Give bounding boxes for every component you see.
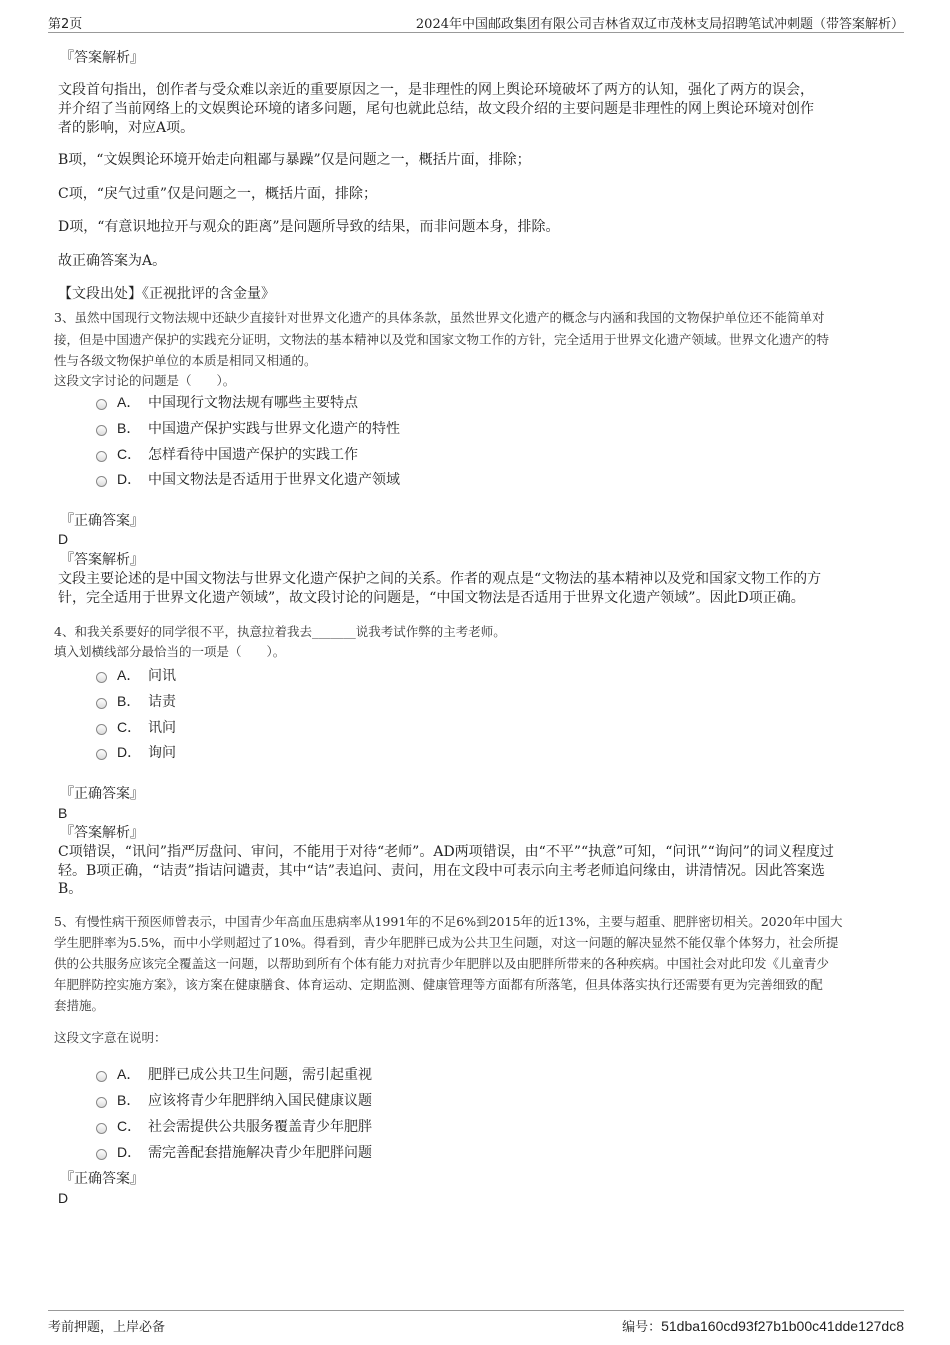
q2-option-d-analysis: D项，“有意识地拉开与观众的距离”是问题所导致的结果，而非问题本身，排除。 (58, 219, 560, 235)
radio-icon[interactable] (96, 724, 107, 735)
radio-icon[interactable] (96, 1071, 107, 1082)
q2-analysis-line: 文段首句指出，创作者与受众难以亲近的重要原因之一，是非理性的网上舆论环境破坏了两方的认知，强化了两方的误会， (58, 82, 814, 98)
q3-correct-label: 『正确答案』 (60, 513, 144, 529)
q4-analysis-line: B。 (58, 881, 83, 897)
radio-icon[interactable] (96, 1123, 107, 1134)
q5-correct-label: 『正确答案』 (60, 1171, 144, 1187)
q4-correct-label: 『正确答案』 (60, 786, 144, 802)
radio-icon[interactable] (96, 672, 107, 683)
radio-icon[interactable] (96, 1149, 107, 1160)
radio-icon[interactable] (96, 399, 107, 410)
q4-analysis-line: C项错误，“讯问”指严厉盘问、审问，不能用于对待“老师”。AD两项错误，由“不平”“执意”可知，“问讯”“询问”的词义程度过 (58, 844, 834, 860)
q2-option-b-analysis: B项，“文娱舆论环境开始走向粗鄙与暴躁”仅是问题之一，概括片面，排除； (58, 152, 531, 168)
q3-option-a[interactable]: A． 中国现行文物法规有哪些主要特点 (96, 392, 358, 412)
q4-analysis-label: 『答案解析』 (60, 825, 144, 841)
q3-analysis-line: 针，完全适用于世界文化遗产领域”，故文段讨论的问题是，“中国文物法是否适用于世界文化遗产领域”。因此D项正确。 (58, 590, 805, 606)
q3-option-b[interactable]: B． 中国遗产保护实践与世界文化遗产的特性 (96, 418, 400, 438)
q5-stem-line: 供的公共服务应该完全覆盖这一问题，以帮助到所有个体有能力对抗青少年肥胖以及由肥胖所带来的各种疾病。中国社会对此印发《儿童青少 (54, 956, 830, 971)
q3-analysis-line: 文段主要论述的是中国文物法与世界文化遗产保护之间的关系。作者的观点是“文物法的基本精神以及党和国家文物工作的方 (58, 571, 822, 587)
q2-source: 【文段出处】《正视批评的含金量》 (58, 286, 275, 302)
radio-icon[interactable] (96, 476, 107, 487)
q3-question: 这段文字讨论的问题是（ ）。 (54, 373, 236, 388)
q4-question: 填入划横线部分最恰当的一项是（ ）。 (54, 644, 286, 659)
page-footer (48, 1310, 904, 1335)
radio-icon[interactable] (96, 451, 107, 462)
q5-stem-line: 学生肥胖率为5.5%，而中小学则超过了10%。得看到，青少年肥胖已成为公共卫生问题，对这一问题的解决显然不能仅靠个体努力，社会所提 (54, 935, 839, 950)
q4-option-a[interactable]: A． 问讯 (96, 665, 176, 685)
page-header (48, 10, 904, 33)
radio-icon[interactable] (96, 698, 107, 709)
document-title: 2024年中国邮政集团有限公司吉林省双辽市茂林支局招聘笔试冲刺题（带答案解析） (415, 17, 904, 32)
q3-option-d[interactable]: D． 中国文物法是否适用于世界文化遗产领域 (96, 469, 400, 489)
q5-stem-line: 5、有慢性病干预医师曾表示，中国青少年高血压患病率从1991年的不足6%到2015年的近13%，主要与超重、肥胖密切相关。2020年中国大 (54, 914, 843, 929)
q4-option-b[interactable]: B． 诘责 (96, 691, 176, 711)
q2-analysis-label: 『答案解析』 (60, 50, 144, 66)
q4-stem: 4、和我关系要好的同学很不平，执意拉着我去_______说我考试作弊的主考老师。 (54, 624, 506, 639)
q5-stem-line: 套措施。 (54, 998, 105, 1013)
q3-stem-line: 性与各级文物保护单位的本质是相同又相通的。 (54, 353, 317, 368)
q2-analysis-line: 并介绍了当前网络上的文娱舆论环境的诸多问题，尾句也就此总结，故文段介绍的主要问题是非理性的网上舆论环境对创作 (58, 101, 814, 117)
q2-analysis-line: 者的影响，对应A项。 (58, 120, 195, 136)
radio-icon[interactable] (96, 425, 107, 436)
q4-correct-answer: B (58, 805, 68, 821)
q3-correct-answer: D (58, 531, 69, 547)
radio-icon[interactable] (96, 1097, 107, 1108)
q4-option-c[interactable]: C． 讯问 (96, 717, 176, 737)
q3-stem-line: 接，但是中国遗产保护的实践充分证明，文物法的基本精神以及党和国家文物工作的方针，完全适用于世界文化遗产领域。世界文化遗产的特 (54, 332, 830, 347)
q5-option-c[interactable]: C． 社会需提供公共服务覆盖青少年肥胖 (96, 1116, 372, 1136)
q2-answer: 故正确答案为A。 (58, 253, 167, 269)
q5-option-a[interactable]: A． 肥胖已成公共卫生问题，需引起重视 (96, 1064, 372, 1084)
q4-option-d[interactable]: D． 询问 (96, 742, 176, 762)
page-number: 第2页 (48, 17, 83, 32)
q5-stem-line: 年肥胖防控实施方案》，该方案在健康膳食、体育运动、定期监测、健康管理等方面都有所落笔，但具体落实执行还需要有更为完善细致的配 (54, 977, 823, 992)
q2-option-c-analysis: C项，“戾气过重”仅是问题之一，概括片面，排除； (58, 186, 378, 202)
q3-option-c[interactable]: C． 怎样看待中国遗产保护的实践工作 (96, 444, 358, 464)
footer-slogan: 考前押题，上岸必备 (48, 1320, 166, 1335)
q5-question: 这段文字意在说明： (54, 1030, 167, 1045)
q5-correct-answer: D (58, 1190, 69, 1206)
q3-stem-line: 3、虽然中国现行文物法规中还缺少直接针对世界文化遗产的具体条款，虽然世界文化遗产的概念与内涵和我国的文物保护单位还不能简单对 (54, 310, 825, 325)
q4-analysis-line: 轻。B项正确，“诘责”指诘问谴责，其中“诘”表追问、责问，用在文段中可表示向主考老师追问缘由，讲清情况。因此答案选 (58, 863, 825, 879)
q5-option-b[interactable]: B． 应该将青少年肥胖纳入国民健康议题 (96, 1090, 372, 1110)
document-id: 编号：51dba160cd93f27b1b00c41dde127dc8 (622, 1318, 904, 1335)
radio-icon[interactable] (96, 749, 107, 760)
q3-analysis-label: 『答案解析』 (60, 552, 144, 568)
q5-option-d[interactable]: D． 需完善配套措施解决青少年肥胖问题 (96, 1142, 372, 1162)
